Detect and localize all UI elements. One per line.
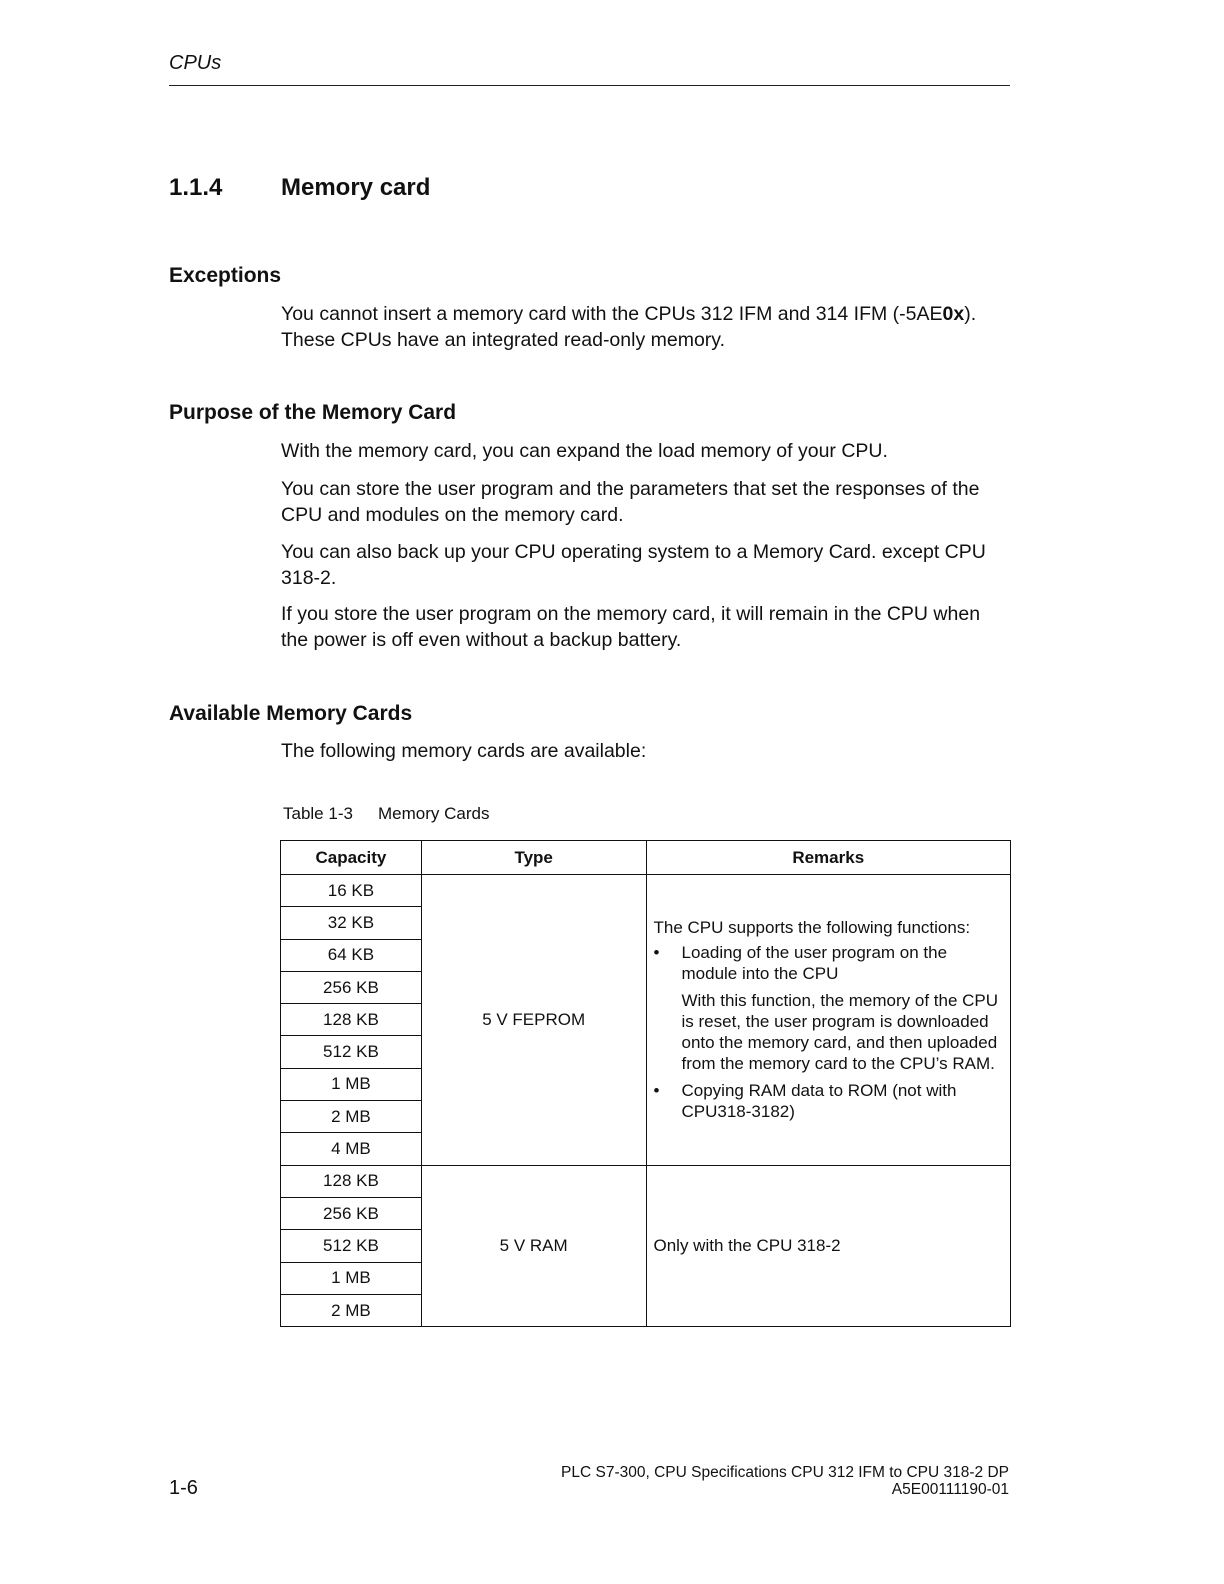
section-number: 1.1.4	[169, 174, 223, 201]
exceptions-line-2: These CPUs have an integrated read-only memory.	[281, 329, 726, 351]
capacity-cell: 512 KB	[281, 1230, 422, 1262]
memory-cards-table	[280, 840, 1011, 1327]
capacity-cell: 2 MB	[281, 1294, 422, 1326]
exceptions-text-start: You cannot insert a memory card with the CPUs 312 IFM and 314 IFM (-5AE	[281, 303, 943, 325]
remarks-bullet-item	[654, 1080, 1005, 1122]
table-caption	[283, 804, 489, 824]
capacity-cell: 32 KB	[281, 907, 422, 939]
footer-document-title: PLC S7-300, CPU Specifications CPU 312 IFM to CPU 318-2 DP	[561, 1464, 1009, 1481]
remarks-bullet-2: Copying RAM data to ROM (not with CPU318-3182)	[681, 1081, 957, 1122]
purpose-paragraph-2: You can store the user program and the parameters that set the responses of the CPU and modules on the memory card.	[281, 478, 980, 526]
section-title: Memory card	[281, 174, 431, 201]
remarks-header: Remarks	[646, 841, 1011, 875]
remarks-bullet-item	[654, 942, 1005, 984]
footer-document-id: A5E00111190-01	[891, 1481, 1009, 1498]
page-number: 1-6	[169, 1477, 198, 1499]
exceptions-text-bold: 0x	[942, 303, 965, 325]
purpose-heading: Purpose of the Memory Card	[169, 401, 457, 424]
capacity-cell: 2 MB	[281, 1101, 422, 1133]
table-caption-number: Table 1-3	[283, 804, 353, 823]
table-header-row	[281, 841, 1011, 875]
remarks-intro: The CPU supports the following functions:	[653, 918, 971, 938]
capacity-cell: 128 KB	[281, 1004, 422, 1036]
remarks-cell: Only with the CPU 318-2	[646, 1165, 1011, 1326]
capacity-cell: 512 KB	[281, 1036, 422, 1068]
capacity-cell: 256 KB	[281, 971, 422, 1003]
remarks-cell	[646, 875, 1011, 1166]
footer-document-info	[561, 1464, 1009, 1498]
table-row	[281, 875, 1011, 907]
exceptions-paragraph	[281, 301, 1011, 353]
capacity-cell: 64 KB	[281, 939, 422, 971]
available-paragraph: The following memory cards are available:	[281, 740, 647, 762]
bullet-icon: •	[653, 1081, 660, 1101]
purpose-paragraph-4: If you store the user program on the memory card, it will remain in the CPU when the power is off even without a backup battery.	[281, 603, 981, 651]
header-divider	[169, 85, 1010, 86]
type-cell: 5 V RAM	[421, 1165, 646, 1326]
table-caption-title: Memory Cards	[378, 804, 490, 823]
capacity-header: Capacity	[281, 841, 422, 875]
capacity-cell: 256 KB	[281, 1197, 422, 1229]
type-cell: 5 V FEPROM	[421, 875, 646, 1166]
type-header: Type	[421, 841, 646, 875]
capacity-cell: 1 MB	[281, 1068, 422, 1100]
capacity-cell: 4 MB	[281, 1133, 422, 1165]
remarks-bullet-1-detail: With this function, the memory of the CPU is reset, the user program is downloaded onto the memory card, and then uploaded from the memory card to the CPU’s RAM.	[681, 991, 999, 1074]
bullet-icon: •	[653, 943, 660, 963]
table-row	[281, 1165, 1011, 1197]
remarks-bullet-1: Loading of the user program on the module into the CPU	[681, 943, 948, 984]
capacity-cell: 128 KB	[281, 1165, 422, 1197]
exceptions-text-end: ).	[964, 303, 977, 325]
exceptions-heading: Exceptions	[169, 264, 282, 287]
running-header-title: CPUs	[169, 52, 222, 74]
capacity-cell: 1 MB	[281, 1262, 422, 1294]
available-heading: Available Memory Cards	[169, 702, 413, 725]
capacity-cell: 16 KB	[281, 875, 422, 907]
purpose-paragraph-3: You can also back up your CPU operating system to a Memory Card. except CPU 318-2.	[281, 541, 986, 589]
purpose-paragraph-1: With the memory card, you can expand the load memory of your CPU.	[281, 440, 888, 462]
